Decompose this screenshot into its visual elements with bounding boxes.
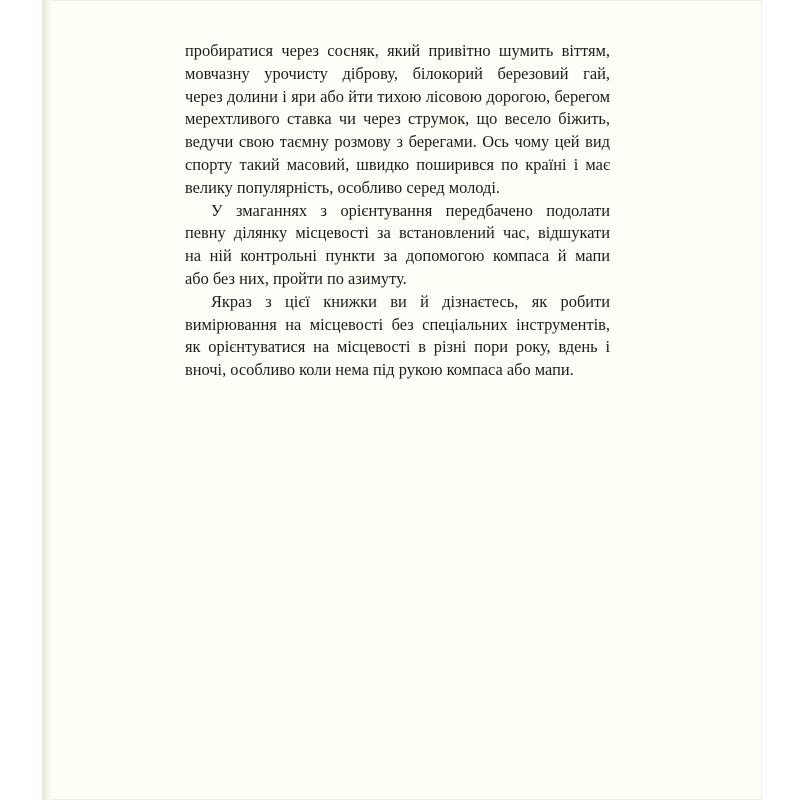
paragraph-1	[185, 40, 610, 200]
text-line: велику популярність, особливо серед молоді.	[185, 177, 501, 197]
text-line: мовчазну урочисту діброву, білокорий березовий гай,	[185, 63, 610, 83]
text-line: або без них, пройти по азимуту.	[185, 268, 407, 288]
paragraph-3	[185, 291, 610, 382]
page-text	[185, 40, 610, 382]
text-line: спорту такий масовий, швидко поширився по країні і має	[185, 154, 610, 174]
text-line: пробиратися через сосняк, який привітно шумить віттям,	[185, 41, 610, 60]
paragraph-2	[185, 200, 610, 291]
text-line: через долини і яри або йти тихою лісовою дорогою, берегом	[185, 86, 610, 106]
text-line: на ній контрольні пункти за допомогою компаса й мапи	[185, 246, 610, 266]
page-fold-shadow	[42, 0, 52, 800]
text-line: певну ділянку місцевості за встановлений час, відшукати	[185, 223, 610, 243]
text-line: Якраз з цієї книжки ви й дізнаєтесь, як робити	[211, 291, 610, 311]
text-line: У змаганнях з орієнтування передбачено подолати	[211, 200, 610, 220]
text-line: вночі, особливо коли нема під рукою компаса або мапи.	[185, 360, 574, 380]
text-line: як орієнтуватися на місцевості в різні пори року, вдень і	[185, 337, 610, 357]
text-line: ведучи свою таємну розмову з берегами. Ось чому цей вид	[185, 132, 610, 152]
text-line: вимірювання на місцевості без спеціальних інструментів,	[185, 314, 610, 334]
text-line: мерехтливого ставка чи через струмок, що весело біжить,	[185, 109, 610, 129]
